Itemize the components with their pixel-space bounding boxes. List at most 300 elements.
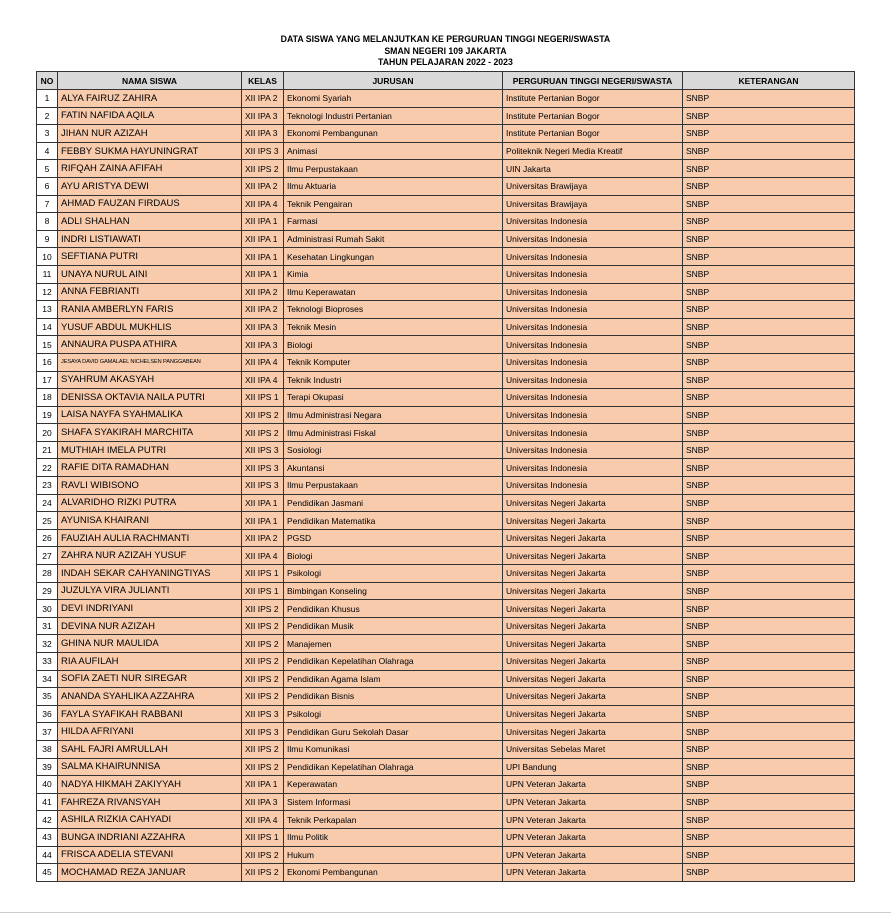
page-bottom-divider [0, 912, 891, 913]
remark: SNBP [683, 424, 855, 442]
class: XII IPA 2 [242, 529, 284, 547]
student-name: ADLI SHALHAN [58, 213, 242, 231]
class: XII IPS 2 [242, 635, 284, 653]
table-row [37, 371, 855, 389]
row-no: 16 [37, 353, 58, 371]
class: XII IPS 3 [242, 705, 284, 723]
remark: SNBP [683, 600, 855, 618]
major: Ekonomi Pembangunan [284, 125, 503, 143]
university: Universitas Negeri Jakarta [503, 512, 683, 530]
remark: SNBP [683, 371, 855, 389]
university: Universitas Negeri Jakarta [503, 653, 683, 671]
university: UIN Jakarta [503, 160, 683, 178]
remark: SNBP [683, 195, 855, 213]
title-line-1: DATA SISWA YANG MELANJUTKAN KE PERGURUAN TINGGI NEGERI/SWASTA [280, 34, 611, 45]
major: Sosiologi [284, 441, 503, 459]
class: XII IPA 4 [242, 371, 284, 389]
class: XII IPS 2 [242, 424, 284, 442]
class: XII IPA 1 [242, 265, 284, 283]
remark: SNBP [683, 353, 855, 371]
university: UPN Veteran Jakarta [503, 828, 683, 846]
table-row [37, 424, 855, 442]
remark: SNBP [683, 846, 855, 864]
remark: SNBP [683, 811, 855, 829]
class: XII IPS 2 [242, 864, 284, 882]
table-row [37, 477, 855, 495]
student-name: DEVINA NUR AZIZAH [58, 617, 242, 635]
table-row [37, 653, 855, 671]
university: Universitas Brawijaya [503, 195, 683, 213]
class: XII IPA 3 [242, 107, 284, 125]
major: Biologi [284, 336, 503, 354]
row-no: 9 [37, 230, 58, 248]
student-name: MUTHIAH IMELA PUTRI [58, 441, 242, 459]
table-row [37, 441, 855, 459]
university: Universitas Negeri Jakarta [503, 494, 683, 512]
remark: SNBP [683, 828, 855, 846]
major: Teknik Industri [284, 371, 503, 389]
row-no: 12 [37, 283, 58, 301]
row-no: 14 [37, 318, 58, 336]
row-no: 6 [37, 177, 58, 195]
class: XII IPA 3 [242, 793, 284, 811]
university: Universitas Sebelas Maret [503, 740, 683, 758]
student-name: AHMAD FAUZAN FIRDAUS [58, 195, 242, 213]
row-no: 2 [37, 107, 58, 125]
class: XII IPS 2 [242, 740, 284, 758]
remark: SNBP [683, 670, 855, 688]
row-no: 20 [37, 424, 58, 442]
row-no: 24 [37, 494, 58, 512]
title-line-2: SMAN NEGERI 109 JAKARTA [384, 45, 507, 57]
remark: SNBP [683, 758, 855, 776]
table-row [37, 125, 855, 143]
student-name: HILDA AFRIYANI [58, 723, 242, 741]
major: Keperawatan [284, 776, 503, 794]
class: XII IPS 2 [242, 688, 284, 706]
student-name: FATIN NAFIDA AQILA [58, 107, 242, 125]
class: XII IPS 3 [242, 459, 284, 477]
table-row [37, 90, 855, 108]
major: Kimia [284, 265, 503, 283]
class: XII IPA 3 [242, 318, 284, 336]
class: XII IPA 4 [242, 811, 284, 829]
row-no: 25 [37, 512, 58, 530]
table-row [37, 670, 855, 688]
student-name: ALVARIDHO RIZKI PUTRA [58, 494, 242, 512]
row-no: 17 [37, 371, 58, 389]
student-name: AYUNISA KHAIRANI [58, 512, 242, 530]
row-no: 31 [37, 617, 58, 635]
major: Ilmu Perpustakaan [284, 160, 503, 178]
student-name: SEFTIANA PUTRI [58, 248, 242, 266]
university: Universitas Negeri Jakarta [503, 600, 683, 618]
table-row [37, 547, 855, 565]
university: Institute Pertanian Bogor [503, 125, 683, 143]
university: Universitas Indonesia [503, 477, 683, 495]
remark: SNBP [683, 793, 855, 811]
major: Psikologi [284, 705, 503, 723]
class: XII IPS 3 [242, 477, 284, 495]
university: Universitas Indonesia [503, 336, 683, 354]
student-name: UNAYA NURUL AINI [58, 265, 242, 283]
major: Ilmu Perpustakaan [284, 477, 503, 495]
class: XII IPA 3 [242, 125, 284, 143]
remark: SNBP [683, 265, 855, 283]
table-row [37, 160, 855, 178]
remark: SNBP [683, 283, 855, 301]
university: Universitas Indonesia [503, 248, 683, 266]
university: Institute Pertanian Bogor [503, 107, 683, 125]
student-name: INDRI LISTIAWATI [58, 230, 242, 248]
remark: SNBP [683, 125, 855, 143]
row-no: 42 [37, 811, 58, 829]
class: XII IPA 1 [242, 230, 284, 248]
student-name: RIA AUFILAH [58, 653, 242, 671]
table-body [37, 90, 855, 882]
class: XII IPA 2 [242, 301, 284, 319]
table-row [37, 142, 855, 160]
student-name: ASHILA RIZKIA CAHYADI [58, 811, 242, 829]
major: Pendidikan Jasmani [284, 494, 503, 512]
student-name: RIFQAH ZAINA AFIFAH [58, 160, 242, 178]
university: UPN Veteran Jakarta [503, 864, 683, 882]
student-name: SOFIA ZAETI NUR SIREGAR [58, 670, 242, 688]
class: XII IPA 1 [242, 776, 284, 794]
university: Universitas Negeri Jakarta [503, 617, 683, 635]
student-name: FAHREZA RIVANSYAH [58, 793, 242, 811]
row-no: 34 [37, 670, 58, 688]
university: UPN Veteran Jakarta [503, 846, 683, 864]
class: XII IPA 1 [242, 248, 284, 266]
row-no: 29 [37, 582, 58, 600]
row-no: 41 [37, 793, 58, 811]
table-row [37, 283, 855, 301]
row-no: 23 [37, 477, 58, 495]
student-name: YUSUF ABDUL MUKHLIS [58, 318, 242, 336]
university: Universitas Negeri Jakarta [503, 705, 683, 723]
student-name: JIHAN NUR AZIZAH [58, 125, 242, 143]
major: Ilmu Keperawatan [284, 283, 503, 301]
university: Universitas Negeri Jakarta [503, 547, 683, 565]
major: PGSD [284, 529, 503, 547]
major: Ilmu Komunikasi [284, 740, 503, 758]
university: UPI Bandung [503, 758, 683, 776]
table-row [37, 195, 855, 213]
header-kelas: KELAS [242, 72, 284, 90]
student-name: RAFIE DITA RAMADHAN [58, 459, 242, 477]
table-row [37, 230, 855, 248]
university: Universitas Indonesia [503, 301, 683, 319]
major: Ekonomi Syariah [284, 90, 503, 108]
remark: SNBP [683, 90, 855, 108]
university: Universitas Negeri Jakarta [503, 670, 683, 688]
university: Universitas Negeri Jakarta [503, 529, 683, 547]
major: Pendidikan Musik [284, 617, 503, 635]
remark: SNBP [683, 565, 855, 583]
table-row [37, 776, 855, 794]
major: Teknologi Bioproses [284, 301, 503, 319]
remark: SNBP [683, 336, 855, 354]
university: Institute Pertanian Bogor [503, 90, 683, 108]
class: XII IPA 1 [242, 213, 284, 231]
student-name: SAHL FAJRI AMRULLAH [58, 740, 242, 758]
university: UPN Veteran Jakarta [503, 776, 683, 794]
remark: SNBP [683, 142, 855, 160]
university: UPN Veteran Jakarta [503, 793, 683, 811]
student-name: NADYA HIKMAH ZAKIYYAH [58, 776, 242, 794]
remark: SNBP [683, 459, 855, 477]
student-name: SHAFA SYAKIRAH MARCHITA [58, 424, 242, 442]
table-row [37, 600, 855, 618]
class: XII IPS 2 [242, 758, 284, 776]
class: XII IPA 1 [242, 512, 284, 530]
major: Akuntansi [284, 459, 503, 477]
table-row [37, 213, 855, 231]
major: Pendidikan Khusus [284, 600, 503, 618]
table-row [37, 688, 855, 706]
class: XII IPS 2 [242, 160, 284, 178]
row-no: 8 [37, 213, 58, 231]
university: Politeknik Negeri Media Kreatif [503, 142, 683, 160]
student-table [36, 71, 855, 882]
row-no: 13 [37, 301, 58, 319]
major: Psikologi [284, 565, 503, 583]
class: XII IPA 2 [242, 283, 284, 301]
university: Universitas Negeri Jakarta [503, 582, 683, 600]
university: UPN Veteran Jakarta [503, 811, 683, 829]
university: Universitas Indonesia [503, 424, 683, 442]
row-no: 1 [37, 90, 58, 108]
university: Universitas Indonesia [503, 265, 683, 283]
row-no: 40 [37, 776, 58, 794]
class: XII IPA 4 [242, 353, 284, 371]
major: Hukum [284, 846, 503, 864]
remark: SNBP [683, 230, 855, 248]
remark: SNBP [683, 723, 855, 741]
remark: SNBP [683, 617, 855, 635]
major: Administrasi Rumah Sakit [284, 230, 503, 248]
university: Universitas Negeri Jakarta [503, 688, 683, 706]
major: Ekonomi Pembangunan [284, 864, 503, 882]
class: XII IPA 1 [242, 494, 284, 512]
major: Farmasi [284, 213, 503, 231]
class: XII IPS 1 [242, 582, 284, 600]
student-name: ANANDA SYAHLIKA AZZAHRA [58, 688, 242, 706]
student-name: ANNA FEBRIANTI [58, 283, 242, 301]
remark: SNBP [683, 740, 855, 758]
university: Universitas Indonesia [503, 230, 683, 248]
university: Universitas Indonesia [503, 283, 683, 301]
student-name: LAISA NAYFA SYAHMALIKA [58, 406, 242, 424]
row-no: 4 [37, 142, 58, 160]
major: Pendidikan Matematika [284, 512, 503, 530]
student-name: RAVLI WIBISONO [58, 477, 242, 495]
university: Universitas Indonesia [503, 371, 683, 389]
table-row [37, 617, 855, 635]
class: XII IPA 2 [242, 90, 284, 108]
major: Ilmu Administrasi Negara [284, 406, 503, 424]
remark: SNBP [683, 705, 855, 723]
remark: SNBP [683, 635, 855, 653]
table-row [37, 389, 855, 407]
student-name: FEBBY SUKMA HAYUNINGRAT [58, 142, 242, 160]
student-name: ZAHRA NUR AZIZAH YUSUF [58, 547, 242, 565]
university: Universitas Indonesia [503, 406, 683, 424]
row-no: 18 [37, 389, 58, 407]
header-perguruan-tinggi: PERGURUAN TINGGI NEGERI/SWASTA [503, 72, 683, 90]
header-nama-siswa: NAMA SISWA [58, 72, 242, 90]
row-no: 43 [37, 828, 58, 846]
row-no: 15 [37, 336, 58, 354]
major: Teknik Perkapalan [284, 811, 503, 829]
table-row [37, 723, 855, 741]
table-row [37, 248, 855, 266]
table-row [37, 459, 855, 477]
table-row [37, 107, 855, 125]
row-no: 27 [37, 547, 58, 565]
table-row [37, 811, 855, 829]
major: Terapi Okupasi [284, 389, 503, 407]
table-row [37, 177, 855, 195]
table-row [37, 336, 855, 354]
university: Universitas Indonesia [503, 441, 683, 459]
student-name: DEVI INDRIYANI [58, 600, 242, 618]
class: XII IPA 2 [242, 177, 284, 195]
table-row [37, 529, 855, 547]
row-no: 45 [37, 864, 58, 882]
major: Pendidikan Bisnis [284, 688, 503, 706]
university: Universitas Indonesia [503, 318, 683, 336]
table-header-row [37, 72, 855, 90]
student-name: INDAH SEKAR CAHYANINGTIYAS [58, 565, 242, 583]
student-name: MOCHAMAD REZA JANUAR [58, 864, 242, 882]
table-row [37, 318, 855, 336]
major: Manajemen [284, 635, 503, 653]
major: Teknik Mesin [284, 318, 503, 336]
student-name: ANNAURA PUSPA ATHIRA [58, 336, 242, 354]
class: XII IPS 2 [242, 670, 284, 688]
student-name: FRISCA ADELIA STEVANI [58, 846, 242, 864]
remark: SNBP [683, 406, 855, 424]
class: XII IPS 1 [242, 828, 284, 846]
major: Kesehatan Lingkungan [284, 248, 503, 266]
remark: SNBP [683, 177, 855, 195]
header-no: NO [37, 72, 58, 90]
major: Pendidikan Agama Islam [284, 670, 503, 688]
class: XII IPS 3 [242, 723, 284, 741]
remark: SNBP [683, 512, 855, 530]
table-row [37, 512, 855, 530]
major: Bimbingan Konseling [284, 582, 503, 600]
major: Sistem Informasi [284, 793, 503, 811]
university: Universitas Indonesia [503, 389, 683, 407]
student-name: BUNGA INDRIANI AZZAHRA [58, 828, 242, 846]
row-no: 21 [37, 441, 58, 459]
university: Universitas Negeri Jakarta [503, 635, 683, 653]
major: Pendidikan Kepelatihan Olahraga [284, 653, 503, 671]
table-row [37, 494, 855, 512]
class: XII IPA 4 [242, 195, 284, 213]
table-row [37, 864, 855, 882]
major: Pendidikan Guru Sekolah Dasar [284, 723, 503, 741]
remark: SNBP [683, 248, 855, 266]
row-no: 3 [37, 125, 58, 143]
remark: SNBP [683, 688, 855, 706]
row-no: 35 [37, 688, 58, 706]
table-row [37, 582, 855, 600]
major: Biologi [284, 547, 503, 565]
row-no: 5 [37, 160, 58, 178]
table-row [37, 740, 855, 758]
remark: SNBP [683, 494, 855, 512]
row-no: 11 [37, 265, 58, 283]
class: XII IPA 4 [242, 547, 284, 565]
class: XII IPS 3 [242, 142, 284, 160]
row-no: 37 [37, 723, 58, 741]
remark: SNBP [683, 389, 855, 407]
remark: SNBP [683, 653, 855, 671]
university: Universitas Indonesia [503, 353, 683, 371]
table-row [37, 758, 855, 776]
document-title [0, 34, 891, 69]
student-name: RANIA AMBERLYN FARIS [58, 301, 242, 319]
remark: SNBP [683, 582, 855, 600]
university: Universitas Indonesia [503, 459, 683, 477]
student-name: AYU ARISTYA DEWI [58, 177, 242, 195]
class: XII IPS 2 [242, 406, 284, 424]
student-name: JUZULYA VIRA JULIANTI [58, 582, 242, 600]
row-no: 19 [37, 406, 58, 424]
remark: SNBP [683, 529, 855, 547]
table-row [37, 635, 855, 653]
row-no: 38 [37, 740, 58, 758]
row-no: 30 [37, 600, 58, 618]
major: Pendidikan Kepelatihan Olahraga [284, 758, 503, 776]
class: XII IPS 3 [242, 441, 284, 459]
row-no: 28 [37, 565, 58, 583]
university: Universitas Indonesia [503, 213, 683, 231]
remark: SNBP [683, 301, 855, 319]
student-name: SYAHRUM AKASYAH [58, 371, 242, 389]
row-no: 26 [37, 529, 58, 547]
student-name: DENISSA OKTAVIA NAILA PUTRI [58, 389, 242, 407]
row-no: 36 [37, 705, 58, 723]
class: XII IPS 2 [242, 600, 284, 618]
major: Ilmu Politik [284, 828, 503, 846]
class: XII IPS 1 [242, 389, 284, 407]
header-keterangan: KETERANGAN [683, 72, 855, 90]
university: Universitas Negeri Jakarta [503, 723, 683, 741]
title-line-3: TAHUN PELAJARAN 2022 - 2023 [378, 57, 513, 68]
remark: SNBP [683, 547, 855, 565]
student-name: SALMA KHAIRUNNISA [58, 758, 242, 776]
remark: SNBP [683, 477, 855, 495]
remark: SNBP [683, 776, 855, 794]
class: XII IPS 2 [242, 653, 284, 671]
major: Teknik Komputer [284, 353, 503, 371]
student-name: ALYA FAIRUZ ZAHIRA [58, 90, 242, 108]
remark: SNBP [683, 107, 855, 125]
table-row [37, 828, 855, 846]
major: Teknik Pengairan [284, 195, 503, 213]
remark: SNBP [683, 160, 855, 178]
class: XII IPS 1 [242, 565, 284, 583]
student-name: GHINA NUR MAULIDA [58, 635, 242, 653]
row-no: 44 [37, 846, 58, 864]
student-name: FAUZIAH AULIA RACHMANTI [58, 529, 242, 547]
table-row [37, 406, 855, 424]
